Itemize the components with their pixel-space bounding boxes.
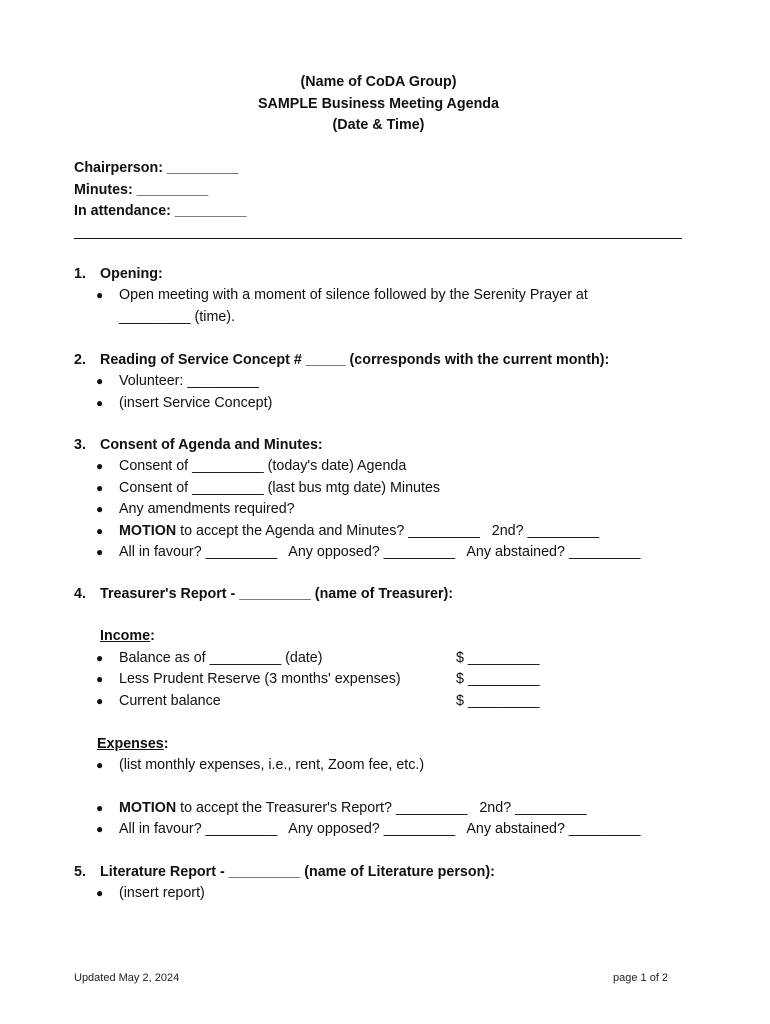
bullet-list — [74, 883, 495, 904]
expenses-heading: Expenses: — [97, 736, 169, 753]
meeting-meta — [74, 158, 246, 223]
amount-field: $ _________ — [456, 692, 540, 709]
list-item: ● Volunteer: _________ — [74, 371, 609, 392]
section-heading — [74, 584, 634, 605]
income-heading: Income: — [100, 628, 155, 645]
list-item: ● Balance as of _________ (date) $ _________ — [74, 648, 634, 669]
bullet-icon: ● — [96, 693, 104, 708]
chairperson-line: Chairperson: _________ — [74, 160, 239, 176]
motion-label: MOTION — [119, 799, 177, 816]
bullet-icon: ● — [96, 523, 104, 538]
section-heading — [74, 862, 495, 883]
section-number: 2. — [74, 352, 86, 368]
list-item: ● MOTION to accept the Agenda and Minutes? _________ 2nd? _________ — [74, 521, 640, 542]
bullet-icon: ● — [96, 758, 104, 773]
section-consent — [74, 435, 640, 563]
bullet-icon: ● — [96, 800, 104, 815]
section-title: Opening: — [100, 266, 163, 282]
agenda-header — [0, 72, 757, 137]
section-title: Consent of Agenda and Minutes: — [100, 437, 323, 453]
section-heading — [74, 350, 609, 371]
section-number: 4. — [74, 586, 86, 602]
section-heading — [74, 435, 640, 456]
bullet-icon: ● — [96, 480, 104, 495]
attendance-line: In attendance: _________ — [74, 203, 247, 220]
minutes-line: Minutes: _________ — [74, 181, 209, 198]
list-item: ● All in favour? _________ Any opposed? _________ Any abstained? _________ — [74, 542, 640, 563]
agenda-title: SAMPLE Business Meeting Agenda — [258, 95, 499, 112]
group-name: (Name of CoDA Group) — [300, 74, 457, 90]
list-item: ● (list monthly expenses, i.e., rent, Zoom fee, etc.) — [74, 755, 634, 776]
list-item: ● MOTION to accept the Treasurer's Report? _________ 2nd? _________ — [74, 798, 634, 819]
section-number: 5. — [74, 864, 86, 880]
list-item: ● Consent of _________ (last bus mtg date) Minutes — [74, 478, 640, 499]
expenses-list — [74, 755, 634, 776]
bullet-icon: ● — [96, 886, 104, 901]
bullet-icon: ● — [96, 374, 104, 389]
list-item: ● (insert Service Concept) — [74, 393, 609, 414]
section-title: Reading of Service Concept # _____ (corresponds with the current month): — [100, 352, 610, 368]
bullet-icon: ● — [96, 545, 104, 560]
list-item: ● Open meeting with a moment of silence followed by the Serenity Prayer at _________ (time). — [96, 287, 588, 325]
list-item: ● Less Prudent Reserve (3 months' expenses) $ _________ — [74, 669, 634, 690]
bullet-list — [74, 371, 609, 414]
motion-list — [74, 798, 641, 841]
section-number: 3. — [74, 437, 86, 453]
bullet-icon: ● — [96, 288, 104, 303]
list-item: ● Consent of _________ (today's date) Agenda — [74, 456, 640, 477]
section-title: Literature Report - _________ (name of Literature person): — [100, 864, 495, 880]
list-item: ● Any amendments required? — [74, 499, 640, 520]
bullet-icon: ● — [96, 395, 104, 410]
bullet-list — [74, 285, 588, 328]
bullet-icon: ● — [96, 822, 104, 837]
amount-field: $ _________ — [456, 671, 540, 688]
list-item: ● All in favour? _________ Any opposed? _________ Any abstained? _________ — [74, 819, 634, 840]
list-item: ● (insert report) — [74, 883, 495, 904]
divider-rule — [74, 238, 682, 239]
section-literature — [74, 862, 495, 905]
section-opening — [74, 264, 588, 328]
section-number: 1. — [74, 266, 86, 282]
amount-field: $ _________ — [456, 649, 540, 666]
bullet-list — [74, 456, 640, 563]
section-heading — [74, 264, 588, 285]
section-treasurer — [74, 584, 641, 841]
section-service-concept — [74, 350, 609, 414]
bullet-icon: ● — [96, 459, 104, 474]
bullet-icon: ● — [96, 502, 104, 517]
bullet-icon: ● — [96, 672, 104, 687]
page-number: page 1 of 2 — [613, 972, 669, 984]
updated-date: Updated May 2, 2024 — [74, 972, 180, 984]
section-title: Treasurer's Report - _________ (name of Treasurer): — [100, 586, 454, 602]
list-item: ● Current balance $ _________ — [74, 691, 634, 712]
bullet-icon: ● — [96, 650, 104, 665]
income-list — [74, 648, 634, 712]
motion-label: MOTION — [119, 522, 177, 539]
date-time: (Date & Time) — [332, 117, 425, 134]
